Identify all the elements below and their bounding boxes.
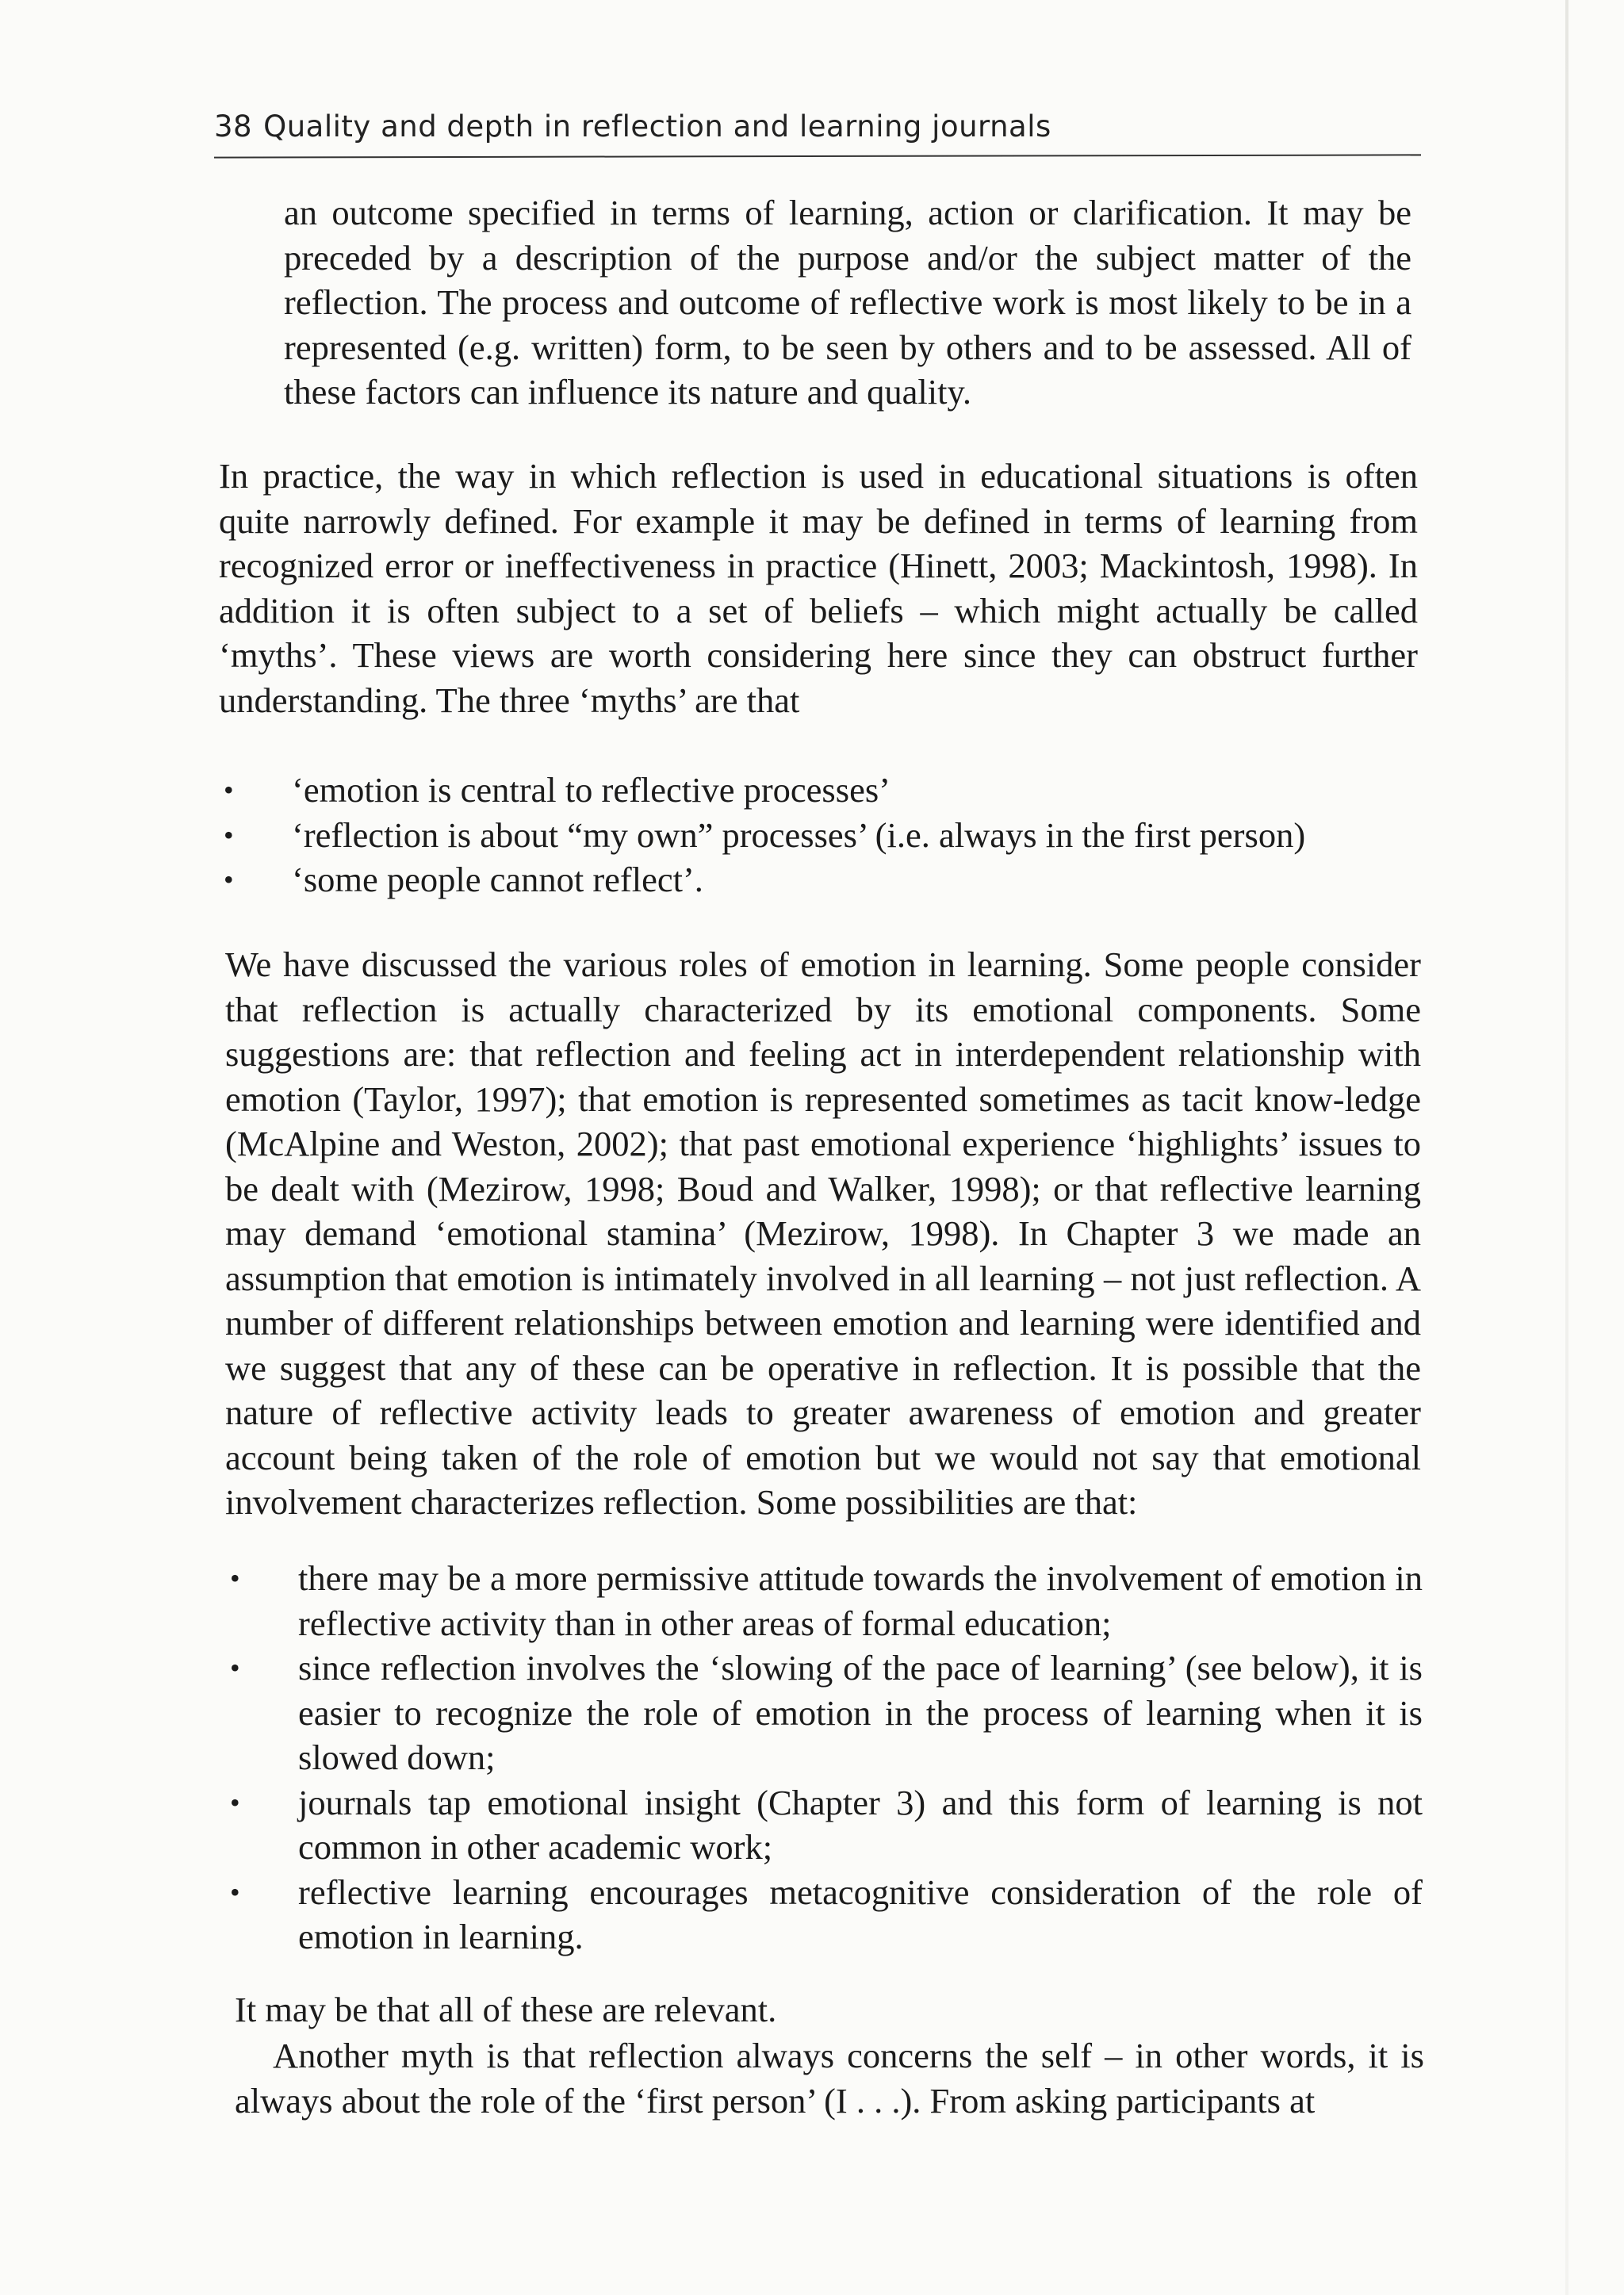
- header-rule: [214, 154, 1421, 158]
- list-item: [219, 857, 1418, 902]
- list-item-text: there may be a more permissive attitude towards the involvement of emotion in reflective activity than in other areas of formal education;: [298, 1558, 1423, 1643]
- paragraph-another-myth: Another myth is that reflection always concerns the self – in other words, it is always about the role of the ‘first person’ (I . . .). From asking participants at: [235, 2036, 1424, 2121]
- list-item-text: ‘reflection is about “my own” processes’ (i.e. always in the first person): [292, 814, 1306, 855]
- list-item: [219, 768, 1418, 813]
- running-head: [214, 109, 1419, 144]
- list-item-text: reflective learning encourages metacognitive consideration of the role of emotion in learning.: [298, 1872, 1423, 1956]
- bullet-icon: •: [230, 1562, 240, 1594]
- scan-edge-shadow: [1565, 0, 1568, 2295]
- bullet-icon: •: [224, 818, 234, 851]
- bullet-icon: •: [230, 1652, 240, 1684]
- indented-paragraph: an outcome specified in terms of learning, action or clarification. It may be preceded by a description of the purpose and/or the subject matter of the reflection. The process and outcome of reflective work is most likely to be in a represented (e.g. written) form, to be seen by others and to be assessed. All of these factors can influence its nature and quality.: [284, 193, 1411, 412]
- paragraph-relevant: It may be that all of these are relevant.: [235, 1990, 777, 2029]
- list-item: [225, 1870, 1423, 1960]
- list-item: [225, 1646, 1423, 1780]
- paragraph-emotion: We have discussed the various roles of emotion in learning. Some people consider that reflection is actually characterized by its emotional components. Some suggestions are: that reflection and feeling act in interdependent relationship with emotion (Taylor, 1997); that emotion is represented sometimes as tacit know-ledge (McAlpine and Weston, 2002); that past emotional experience ‘highlights’ issues to be dealt with (Mezirow, 1998; Boud and Walker, 1998); or that reflective learning may demand ‘emotional stamina’ (Mezirow, 1998). In Chapter 3 we made an assumption that emotion is intimately involved in all learning – not just reflection. A number of different relationships between emotion and learning were identified and we suggest that any of these can be operative in reflection. It is possible that the nature of reflective activity leads to greater awareness of emotion and greater account being taken of the role of emotion but we would not say that emotional involvement characterizes reflection. Some possibilities are that:: [225, 944, 1421, 1522]
- list-item-text: journals tap emotional insight (Chapter 3) and this form of learning is not common in other academic work;: [298, 1782, 1423, 1867]
- bullet-icon: •: [230, 1786, 240, 1818]
- list-item-text: ‘emotion is central to reflective processes’: [292, 770, 891, 810]
- bullet-icon: •: [224, 864, 234, 895]
- running-title: Quality and depth in reflection and learning journals: [263, 109, 1051, 144]
- myths-list: [219, 768, 1418, 902]
- list-item-text: since reflection involves the ‘slowing of the pace of learning’ (see below), it is easier to recognize the role of emotion in the process of learning when it is slowed down;: [298, 1648, 1423, 1777]
- list-item: [225, 1556, 1423, 1646]
- list-item: [219, 813, 1418, 858]
- list-item: [225, 1780, 1423, 1870]
- bullet-icon: •: [224, 774, 234, 806]
- possibilities-list: [225, 1556, 1423, 1960]
- paragraph-myths-intro: In practice, the way in which reflection is used in educational situations is often quite narrowly defined. For example it may be defined in terms of learning from recognized error or ineffectiveness in practice (Hinett, 2003; Mackintosh, 1998). In addition it is often subject to a set of beliefs – which might actually be called ‘myths’. These views are worth considering here since they can obstruct further understanding. The three ‘myths’ are that: [219, 456, 1418, 720]
- bullet-icon: •: [230, 1875, 240, 1908]
- list-item-text: ‘some people cannot reflect’.: [292, 860, 703, 899]
- page-number: 38: [214, 109, 253, 144]
